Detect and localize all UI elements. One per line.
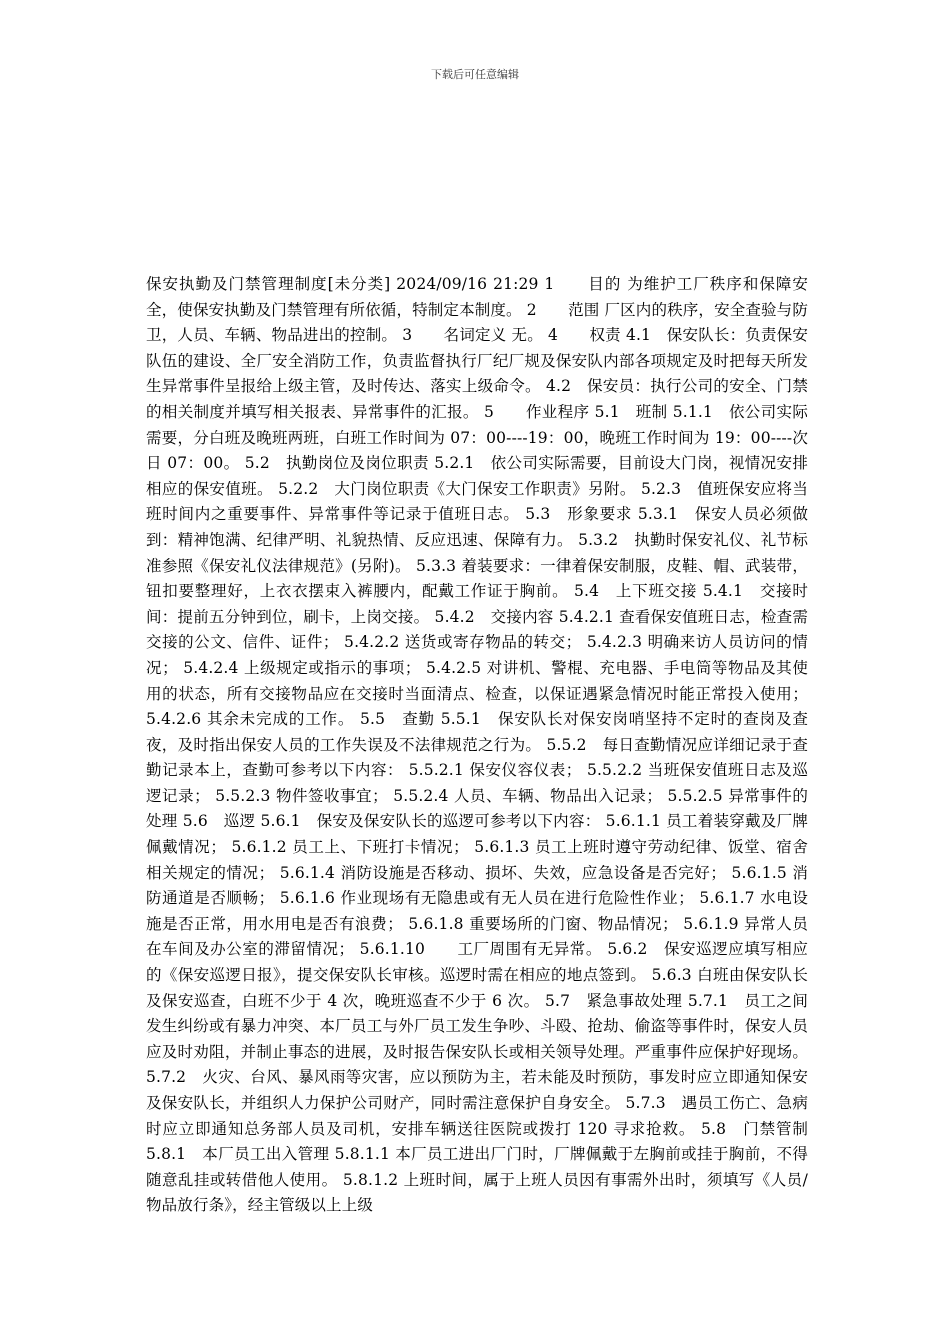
page-header-note: 下载后可任意编辑: [431, 68, 519, 81]
document-body-text: 保安执勤及门禁管理制度[未分类] 2024/09/16 21:29 1 目的 为维护工厂秩序和保障安全，使保安执勤及门禁管理有所依循，特制定本制度。 2 范围 厂区内的秩序，安全查验与防卫，人员、车辆、物品进出的控制。 3 名词定义 无。 4 权责 4.1 保安队长：负责保安队伍的建设、全厂安全消防工作，负责监督执行厂纪厂规及保安队内部各项规定及时把每天所发生异常事件呈报给上级主管，及时传达、落实上级命令。 4.2 保安员：执行公司的安全、门禁的相关制度并填写相关报表、异常事件的汇报。 5 作业程序 5.1 班制 5.1.1 依公司实际需要，分白班及晚班两班，白班工作时间为 07：00----19：00，晚班工作时间为 19：00----次日 07：00。 5.2 执勤岗位及岗位职责 5.2.1 依公司实际需要，目前设大门岗，视情况安排相应的保安值班。 5.2.2 大门岗位职责《大门保安工作职责》另附。 5.2.3 值班保安应将当班时间内之重要事件、异常事件等记录于值班日志。 5.3 形象要求 5.3.1 保安人员必须做到：精神饱满、纪律严明、礼貌热情、反应迅速、保障有力。 5.3.2 执勤时保安礼仪、礼节标准参照《保安礼仪法律规范》(另附)。 5.3.3 着装要求：一律着保安制服，皮鞋、帽、武装带，钮扣要整理好，上衣衣摆束入裤腰内，配戴工作证于胸前。 5.4 上下班交接 5.4.1 交接时间：提前五分钟到位，刷卡，上岗交接。 5.4.2 交接内容 5.4.2.1 查看保安值班日志，检查需交接的公文、信件、证件； 5.4.2.2 送货或寄存物品的转交； 5.4.2.3 明确来访人员访问的情况； 5.4.2.4 上级规定或指示的事项； 5.4.2.5 对讲机、警棍、充电器、手电筒等物品及其使用的状态，所有交接物品应在交接时当面清点、检查，以保证遇紧急情况时能正常投入使用； 5.4.2.6 其余未完成的工作。 5.5 查勤 5.5.1 保安队长对保安岗哨坚持不定时的查岗及查夜，及时指出保安人员的工作失误及不法律规范之行为。 5.5.2 每日查勤情况应详细记录于查勤记录本上，查勤可参考以下内容： 5.5.2.1 保安仪容仪表； 5.5.2.2 当班保安值班日志及巡逻记录； 5.5.2.3 物件签收事宜； 5.5.2.4 人员、车辆、物品出入记录； 5.5.2.5 异常事件的处理 5.6 巡逻 5.6.1 保安及保安队长的巡逻可参考以下内容： 5.6.1.1 员工着装穿戴及厂牌佩戴情况； 5.6.1.2 员工上、下班打卡情况； 5.6.1.3 员工上班时遵守劳动纪律、饭堂、宿舍相关规定的情况； 5.6.1.4 消防设施是否移动、损坏、失效，应急设备是否完好； 5.6.1.5 消防通道是否顺畅； 5.6.1.6 作业现场有无隐患或有无人员在进行危险性作业； 5.6.1.7 水电设施是否正常，用水用电是否有浪费； 5.6.1.8 重要场所的门窗、物品情况； 5.6.1.9 异常人员在车间及办公室的滞留情况； 5.6.1.10 工厂周围有无异常。 5.6.2 保安巡逻应填写相应的《保安巡逻日报》，提交保安队长审核。巡逻时需在相应的地点签到。 5.6.3 白班由保安队长及保安巡查，白班不少于 4 次，晚班巡查不少于 6 次。 5.7 紧急事故处理 5.7.1 员工之间发生纠纷或有暴力冲突、本厂员工与外厂员工发生争吵、斗殴、抢劫、偷盗等事件时，保安人员应及时劝阻，并制止事态的进展，及时报告保安队长或相关领导处理。严重事件应保护好现场。 5.7.2 火灾、台风、暴风雨等灾害，应以预防为主，若未能及时预防，事发时应立即通知保安及保安队长，并组织人力保护公司财产，同时需注意保护自身安全。 5.7.3 遇员工伤亡、急病时应立即通知总务部人员及司机，安排车辆送往医院或拨打 120 寻求抢救。 5.8 门禁管制 5.8.1 本厂员工出入管理 5.8.1.1 本厂员工进出厂门时，厂牌佩戴于左胸前或挂于胸前，不得随意乱挂或转借他人使用。 5.8.1.2 上班时间，属于上班人员因有事需外出时，须填写《人员/物品放行条》，经主管级以上上级: [146, 275, 808, 1215]
